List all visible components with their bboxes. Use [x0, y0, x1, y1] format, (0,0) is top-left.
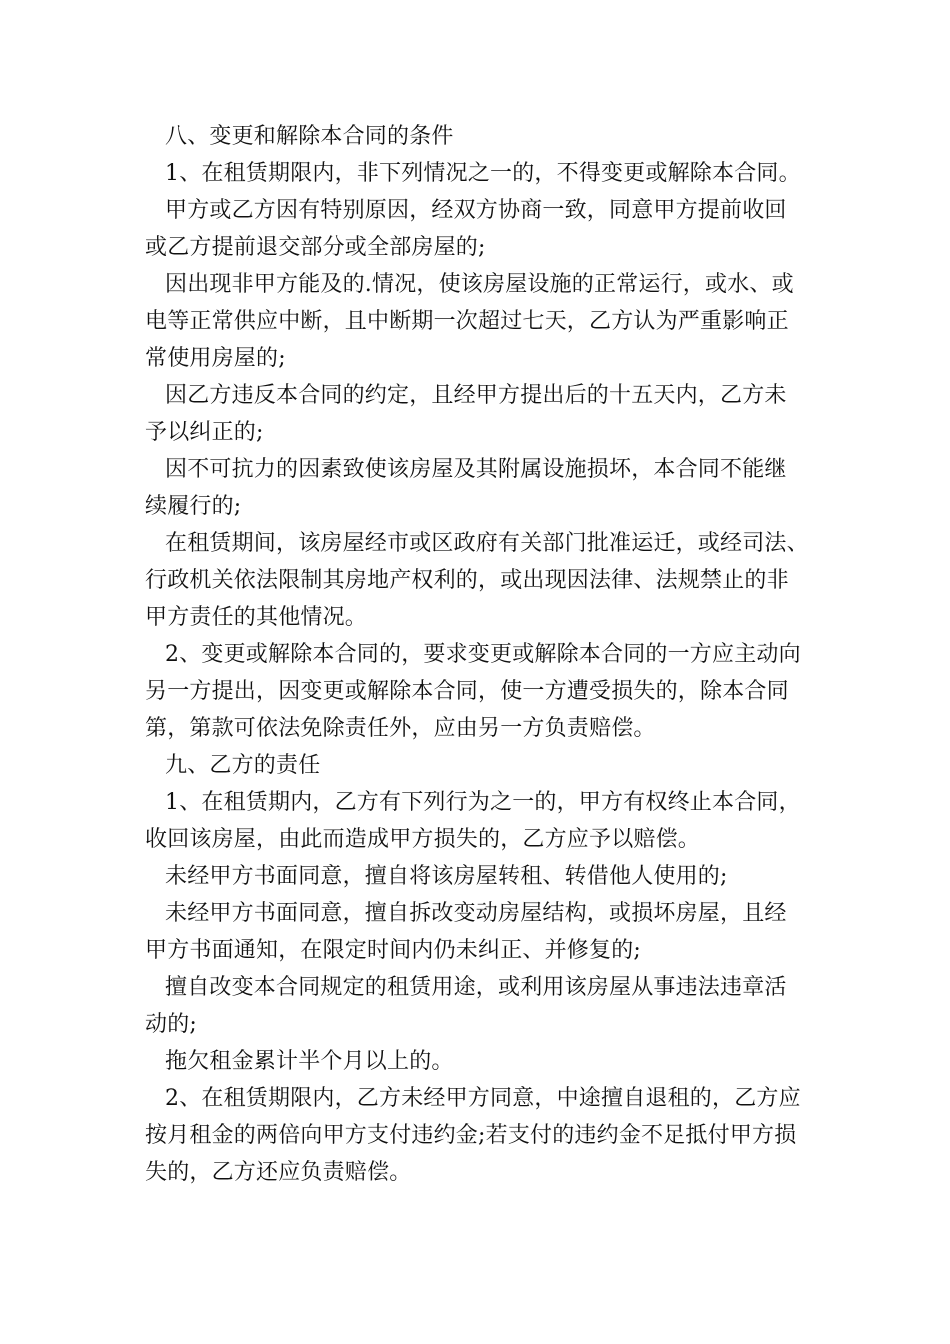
document-line: 1、在租赁期内，乙方有下列行为之一的，甲方有权终止本合同， [165, 790, 801, 815]
document-line: 2、变更或解除本合同的，要求变更或解除本合同的一方应主动向 [165, 642, 801, 667]
document-line: 失的，乙方还应负责赔偿。 [145, 1160, 412, 1185]
document-line: 续履行的; [145, 494, 242, 519]
document-line: 因不可抗力的因素致使该房屋及其附属设施损坏，本合同不能继 [165, 457, 787, 482]
document-line: 第，第款可依法免除责任外，应由另一方负责赔偿。 [145, 716, 656, 741]
document-line: 未经甲方书面同意，擅自拆改变动房屋结构，或损坏房屋，且经 [165, 901, 787, 926]
document-body [145, 118, 810, 1191]
document-line: 另一方提出，因变更或解除本合同，使一方遭受损失的，除本合同 [145, 679, 789, 704]
document-line: 因乙方违反本合同的约定，且经甲方提出后的十五天内，乙方未 [165, 383, 787, 408]
document-line: 或乙方提前退交部分或全部房屋的; [145, 235, 486, 260]
document-line: 八、变更和解除本合同的条件 [165, 124, 454, 149]
document-line: 按月租金的两倍向甲方支付违约金;若支付的违约金不足抵付甲方损 [145, 1123, 797, 1148]
document-line: 动的; [145, 1012, 198, 1037]
document-line: 在租赁期间，该房屋经市或区政府有关部门批准运迁，或经司法、 [165, 531, 809, 556]
document-line: 收回该房屋，由此而造成甲方损失的，乙方应予以赔偿。 [145, 827, 701, 852]
document-line: 甲方或乙方因有特别原因，经双方协商一致，同意甲方提前收回 [165, 198, 787, 223]
document-line: 拖欠租金累计半个月以上的。 [165, 1049, 454, 1074]
document-line: 2、在租赁期限内，乙方未经甲方同意，中途擅自退租的，乙方应 [165, 1086, 801, 1111]
document-line: 予以纠正的; [145, 420, 264, 445]
document-line: 甲方书面通知，在限定时间内仍未纠正、并修复的; [145, 938, 642, 963]
document-line: 擅自改变本合同规定的租赁用途，或利用该房屋从事违法违章活 [165, 975, 787, 1000]
document-line: 因出现非甲方能及的.情况，使该房屋设施的正常运行，或水、或 [165, 272, 794, 297]
document-line: 常使用房屋的; [145, 346, 286, 371]
document-line: 甲方责任的其他情况。 [145, 605, 368, 630]
document-line: 行政机关依法限制其房地产权利的，或出现因法律、法规禁止的非 [145, 568, 789, 593]
document-line: 未经甲方书面同意，擅自将该房屋转租、转借他人使用的; [165, 864, 728, 889]
document-line: 九、乙方的责任 [165, 753, 321, 778]
document-line: 1、在租赁期限内，非下列情况之一的，不得变更或解除本合同。 [165, 161, 801, 186]
document-line: 电等正常供应中断，且中断期一次超过七天，乙方认为严重影响正 [145, 309, 789, 334]
